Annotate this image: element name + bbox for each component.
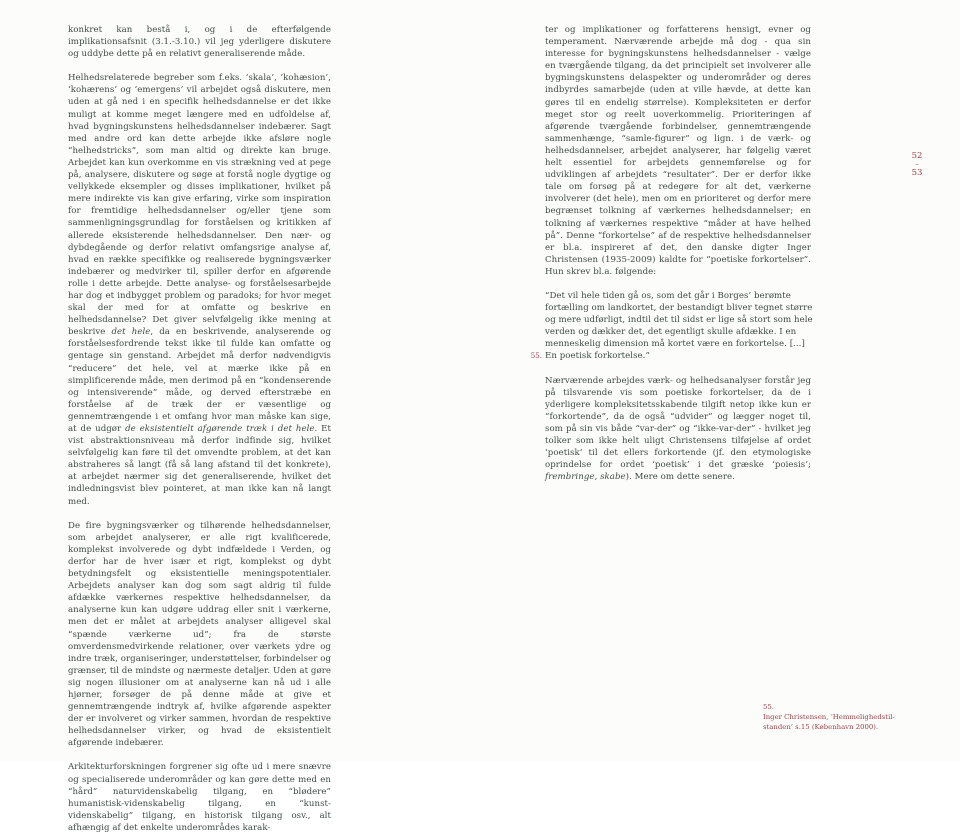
- page-number-right: 53: [911, 168, 923, 178]
- quote-line: “Det vil hele tiden gå os, som det går i Borges’ berømte: [545, 290, 791, 301]
- right-page-upper-paragraphs: [545, 24, 811, 278]
- quote-footnote-marker: 55.: [530, 352, 542, 361]
- page-number-separator: –: [915, 160, 919, 168]
- footnote-line: Inger Christensen, ‘Hemmelighedstil-: [763, 713, 895, 722]
- left-page-text-column: [68, 24, 331, 834]
- paragraph: Helhedsrelaterede begreber som f.eks. ‘skala’, ‘kohæsion’, ‘kohærens’ og ‘emergens’ vil arbejdet også diskutere, men uden at gå ned i en specifik helhedsdannelse er det ikke muligt at komme meget længere med en udfoldelse af, hvad bygningskunstens helhedsdannelser indebærer. Sagt med andre ord kan dette arbejde ikke afsløre nogle “helhedstricks”, som man altid og direkte kan bruge. Arbejdet kan kun overkomme en vis strækning ved at pege på, analysere, diskutere og søge at forstå nogle dygtige og vellykkede eksempler og disses implikationer, hvilket på mere indirekte vis kan give erfaring, virke som inspiration for fremtidige helhedsdannelser og/eller tjene som sammenligningsgrundlag for forståelsen og kritikken af allerede eksisterende helhedsdannelser. Den nær- og dybdegående og derfor relativt omfangsrige analyse af, hvad en række specifikke og realiserede bygningsværker indebærer og medvirker til, spiller derfor en afgørende rolle i dette arbejde. Dette analyse- og forståelsesarbejde har dog et indbygget problem og paradoks; for hvor meget skal der med for at omfatte og beskrive en helhedsdannelse? Det giver selvfølgelig ikke mening at beskrive det hele, da en beskrivende, analyserende og forståelsesfordrende tekst ikke til fulde kan omfatte og gentage sin genstand. Arbejdet må derfor nødvendigvis “reducere” det hele, vel at mærke ikke på en simplificerende måde, men derimod på en “kondenserende og intensiverende” måde, og derved efterstræbe en forståelse af de træk der er væsentlige og gennemtrængende i et omfang hvor man måske kan sige, at de udgør de eksistentielt afgørende træk i det hele. Et vist abstraktionsniveau må derfor indfinde sig, hvilket selvfølgelig kan føre til det omvendte problem, at det kan abstraheres så langt (få så lang afstand til det konkrete), at arbejdet nærmer sig det generaliserende, hvilket det indledningsvist blev pointeret, at man ikke kan nå langt med.: [68, 73, 331, 507]
- right-page-lower-paragraphs: [545, 375, 811, 484]
- quote-block: [530, 290, 813, 363]
- paragraph: De fire bygningsværker og tilhørende helhedsdannelser, som arbejdet analyserer, er alle rigt kvalificerede, komplekst involverede og dybt indfældede i Verden, og derfor har de hver især et rigt, komplekst og dybt betydningsfelt og eksistentielle meningspotentialer. Arbejdets analyser kan dog som sagt aldrig til fulde afdække værkernes respektive helhedsdannelser, da analyserne kun kan udgøre uddrag eller snit i værkerne, men det er målet at arbejdets analyser alligevel skal “spænde værkerne ud”; fra de største omverdensmedvirkende relationer, over værkets ydre og indre træk, organiseringer, understøttelser, forbindelser og grænser, til de mindste og nærmeste detaljer. Uden at gøre sig nogen illusioner om at analyserne kan nå ud i alle hjørner, forsøger de på denne måde at give et gennemtrængende indtryk af, hvilke afgørende aspekter der er involveret og virker sammen, hvordan de respektive helhedsdannelser virker, og hvad de eksistentielt afgørende indebærer.: [68, 520, 331, 749]
- page-number-left: 52: [911, 151, 923, 161]
- quote-line: verden og dækker det, det egentligt skulle afdække. I en: [545, 327, 797, 338]
- paragraph: konkret kan bestå i, og i de efterfølgende implikationsafsnit (3.1.-3.10.) vil jeg yderligere diskutere og uddybe dette på en relativt generaliserende måde.: [68, 25, 331, 60]
- footnote-number: 55.: [763, 703, 774, 711]
- right-page-text-column: [530, 24, 813, 483]
- footnote-line: standen’ s.15 (København 2000).: [763, 722, 879, 731]
- paragraph: Nærværende arbejdes værk- og helhedsanalyser forstår jeg på tilsvarende vis som poetiske forkortelser, da de i yderligere kompleksitetsskabende tilgift netop ikke kun er “forkortende”, da de også “udvider” og lægger noget til, som på sin vis både “var-der” og “ikke-var-der” - hvilket jeg tolker som ikke helt uligt Christensens tilføjelse af ordet ‘poetisk’ til det ellers forkortende (jf. den etymologiske oprindelse for ordet ‘poetisk’ i det græske ‘poiesis’; frembringe, skabe). Mere om dette senere.: [545, 375, 811, 483]
- paragraph: ter og implikationer og forfatterens hensigt, evner og temperament. Nærværende arbejde må dog - qua sin interesse for bygningskunstens helhedsdannelser - vælge en tværgående tilgang, da det principielt set involverer alle bygningskunstens delaspekter og underområder og deres indbyrdes samarbejde (uden at ville hævde, at dette kan gøres til en endelig størrelse). Kompleksiteten er derfor meget stor og reelt uoverkommelig. Prioriteringen af afgørende tværgående forbindelser, gennemtrængende sammenhænge, “samle-figurer” og lign. i de værk- og helhedsdannelser, arbejdet analyserer, har følgelig været helt essentiel for arbejdets gennemførelse og for udviklingen af arbejdets “resultater”. Der er derfor ikke tale om forsøg på at redegøre for alt det, værkerne involverer (det hele), men om en prioriteret og derfor mere begrænset tolkning af værkernes helhedsdannelser; en tolkning af værkernes respektive “måder at have helhed på”. Denne “forkortelse” af de respektive helhedsdannelser er bl.a. inspireret af det, den danske digter Inger Christensen (1935-2009) kaldte for “poetiske forkortelser”. Hun skrev bl.a. følgende:: [545, 25, 811, 277]
- quote-line: menneskelig dimension må kortet være en forkortelse. [...]: [545, 339, 805, 350]
- footnote-text: [763, 713, 923, 732]
- footnote: [763, 703, 923, 732]
- paragraph: Arkitekturforskningen forgrener sig ofte ud i mere snævre og specialiserede underområder og kan gøre dette med en “hård” naturvidenskabelig tilgang, en “blødere” humanistisk-videnskabelig tilgang, en “kunst-videnskabelig” tilgang, en historisk tilgang osv., alt afhængig af det enkelte underområdes karak-: [68, 762, 331, 833]
- quote-line: fortælling om landkortet, der bestandigt bliver tegnet større: [545, 303, 813, 314]
- quote-line: og mere udførligt, indtil det til sidst er lige så stort som hele: [545, 315, 813, 326]
- page-number-marker: [903, 151, 931, 178]
- quote-line: 55. En poetisk forkortelse.”: [545, 350, 811, 362]
